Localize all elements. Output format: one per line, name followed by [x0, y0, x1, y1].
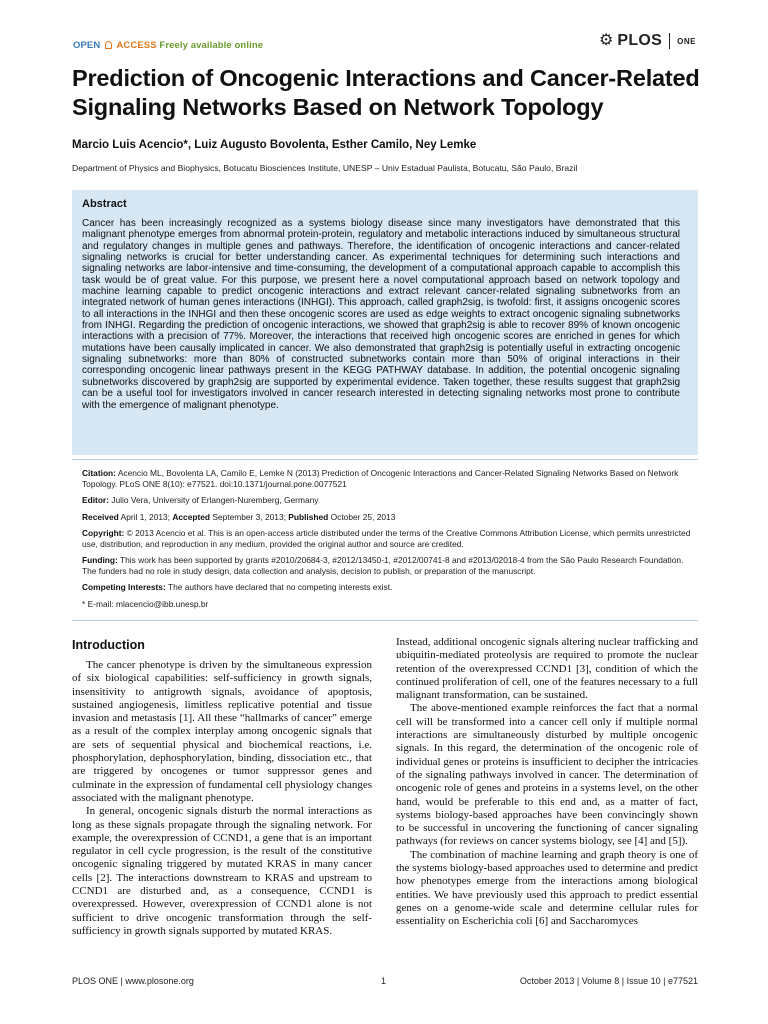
intro-paragraph-3: Instead, additional oncogenic signals altering nuclear trafficking and ubiquitin-mediated proteolysis are required to promote the nuclear retention of the overexpressed CCND1 [3], condition of which the continued proliferation of cell, one of the features necessary to a full malignant transformation, can be sustained. [396, 636, 698, 702]
contact-email: * E-mail: mlacencio@ibb.unesp.br [82, 598, 209, 609]
intro-paragraph-5: The combination of machine learning and graph theory is one of the systems biology-based approaches used to determine and predict how phenotypes emerge from the interactions among biological entities. We have previously used this approach to predict essential genes on a genome-wide scale and determine cellular rules for essentiality on Escherichia coli [6] and Saccharomyces [396, 848, 698, 928]
abstract-heading: Abstract [82, 198, 127, 210]
funding [82, 555, 698, 576]
meta-divider-bottom [72, 620, 698, 621]
page-number: 1 [381, 976, 387, 986]
competing-text: The authors have declared that no competing interests exist. [167, 582, 393, 592]
author-list: Marcio Luis Acencio*, Luiz Augusto Bovolenta, Esther Camilo, Ney Lemke [72, 139, 477, 151]
published-date: October 25, 2013 [330, 511, 396, 522]
copyright-label: Copyright: [82, 528, 125, 538]
received-label: Received [82, 511, 119, 522]
editor [82, 495, 698, 506]
editor-text: Julio Vera, University of Erlangen-Nuremberg, Germany [111, 495, 319, 505]
copyright [82, 528, 698, 549]
abstract-box [72, 190, 698, 455]
open-access-banner [73, 40, 263, 51]
published-label: Published [288, 511, 329, 522]
citation-label: Citation: [82, 468, 116, 478]
left-column [72, 659, 372, 938]
open-lock-icon [105, 41, 112, 49]
intro-paragraph-1: The cancer phenotype is driven by the simultaneous expression of six biological capabilities: self-sufficiency in growth signals, insensitivity to antigrowth signals, avoidance of apoptosis, sustained angiogenesis, limitless replicative potential and tissue invasion and metastasis [1]. All these “hallmarks of cancer” emerge as a result of the complex interplay among oncogenic signals that are sets of sequential physical and biochemical reactions, i.e. phosphorylation, dephosphorylation, binding, dissociation etc., that are triggered by oncogenes or tumor suppressor genes and culminate in the expression of fundamental cell physiology changes associated with the malignant phenotype. [72, 659, 372, 804]
copyright-text: © 2013 Acencio et al. This is an open-access article distributed under the terms of the Creative Commons Attribution License, which permits unrestricted use, distribution, and reproduction in any medium, provided the original author and source are credited. [82, 528, 691, 549]
introduction-heading: Introduction [72, 638, 145, 652]
abstract-text: Cancer has been increasingly recognized as a systems biology disease since many investigators have demonstrated that this malignant phenotype emerges from abnormal protein-protein, regulatory and metabolic interactions induced by simultaneous structural and regulatory changes in multiple genes and pathways. Therefore, the identification of oncogenic interactions and cancer-related signaling networks is crucial for better understanding cancer. As experimental techniques for determining such interactions and signaling networks are labor-intensive and time-consuming, the development of a computational approach capable to accomplish this task would be of great value. For this purpose, we present here a novel computational approach based on network topology and machine learning capable to predict oncogenic interactions and extract relevant cancer-related signaling subnetworks from an integrated network of human genes interactions (INHGI). This approach, called graph2sig, is twofold: first, it assigns oncogenic scores to all interactions in the INHGI and then these oncogenic scores are used as edge weights to extract oncogenic signaling subnetworks from INHGI. Regarding the prediction of oncogenic interactions, we showed that graph2sig is able to recover 89% of known oncogenic interactions with a precision of 77%. Moreover, the interactions that received high oncogenic scores are enriched in genes for which mutations have been causally implicated in cancer. We also demonstrated that graph2sig is potentially useful in extracting oncogenic signaling subnetworks: more than 80% of constructed subnetworks contain more than 50% of original interactions in their corresponding oncogenic linear pathways present in the KEGG PATHWAY database. In addition, the potential oncogenic signaling subnetworks discovered by graph2sig are supported by experimental evidence. Taken together, these results suggest that graph2sig can be a useful tool for investigators involved in cancer research interested in detecting signaling networks most prone to contribute with the emergence of malignant phenotype. [82, 218, 680, 411]
article-metadata [82, 468, 698, 615]
citation [82, 468, 698, 489]
logo-divider [669, 33, 670, 49]
plos-one-logo [599, 32, 696, 50]
dates [82, 512, 698, 523]
editor-label: Editor: [82, 495, 109, 505]
intro-paragraph-4: The above-mentioned example reinforces the fact that a normal cell will be transformed into a cancer cell only if multiple normal interactions are simultaneously disturbed by multiple oncogenic signals. In this regard, the determination of the oncogenic role of individual genes or proteins is insufficient to decipher the intricacies of the signaling pathways involved in cancer. The determination of oncogenic role of genes and proteins in a systems level, on the other hand, would be preferable to this end and, as a matter of fact, systems biology-based approaches have been convincingly shown to be successful in uncovering the functioning of cancer signaling pathways (for reviews on cancer systems biology, see [4] and [5]). [396, 702, 698, 848]
oa-access-text: ACCESS [116, 40, 157, 51]
journal-suffix: ONE [677, 36, 696, 46]
article-title: Prediction of Oncogenic Interactions and Cancer-Related Signaling Networks Based on Network Topology [72, 65, 700, 120]
oa-free-text: Freely available online [159, 40, 264, 51]
accepted-label: Accepted [172, 511, 211, 522]
accepted-date: September 3, 2013; [212, 511, 286, 522]
funding-label: Funding: [82, 555, 118, 565]
oa-open-text: OPEN [73, 40, 101, 51]
right-column [396, 636, 698, 929]
competing-label: Competing Interests: [82, 582, 166, 592]
footer-journal: PLOS ONE | www.plosone.org [72, 976, 194, 986]
plos-wordmark: PLOS [617, 32, 663, 49]
competing-interests [82, 582, 698, 593]
affiliation: Department of Physics and Biophysics, Botucatu Biosciences Institute, UNESP – Univ Estadual Paulista, Botucatu, São Paulo, Brazil [72, 163, 578, 173]
citation-text: Acencio ML, Bovolenta LA, Camilo E, Lemke N (2013) Prediction of Oncogenic Interactions and Cancer-Related Signaling Networks Based on Network Topology. PLoS ONE 8(10): e77521. doi:10.1371/journal.pone.0077521 [82, 468, 679, 489]
footer-issue: October 2013 | Volume 8 | Issue 10 | e77521 [519, 976, 698, 986]
intro-paragraph-2: In general, oncogenic signals disturb the normal interactions as long as these signals propagate through the signaling network. For example, the overexpression of CCND1, a gene that is an important regulator in cell cycle progression, is the result of the constitutive oncogenic signaling triggered by mutated KRAS in many cancer cells [2]. The interactions downstream to KRAS and upstream to CCND1 are disturbed and, as a consequence, CCND1 is overexpressed. However, overexpression of CCND1 alone is not sufficient to drive oncogenic transformation through the self-sufficiency in growth signals supported by mutated KRAS. [72, 805, 372, 937]
meta-divider-top [72, 459, 698, 460]
received-date: April 1, 2013; [120, 511, 171, 522]
plos-gear-icon: ⚙ [599, 32, 614, 49]
funding-text: This work has been supported by grants #2010/20684-3, #2012/13450-1, #2012/00741-8 and #2013/02018-4 from the São Paulo Research Foundation. The funders had no role in study design, data collection and analysis, decision to publish, or preparation of the manuscript. [82, 555, 684, 576]
